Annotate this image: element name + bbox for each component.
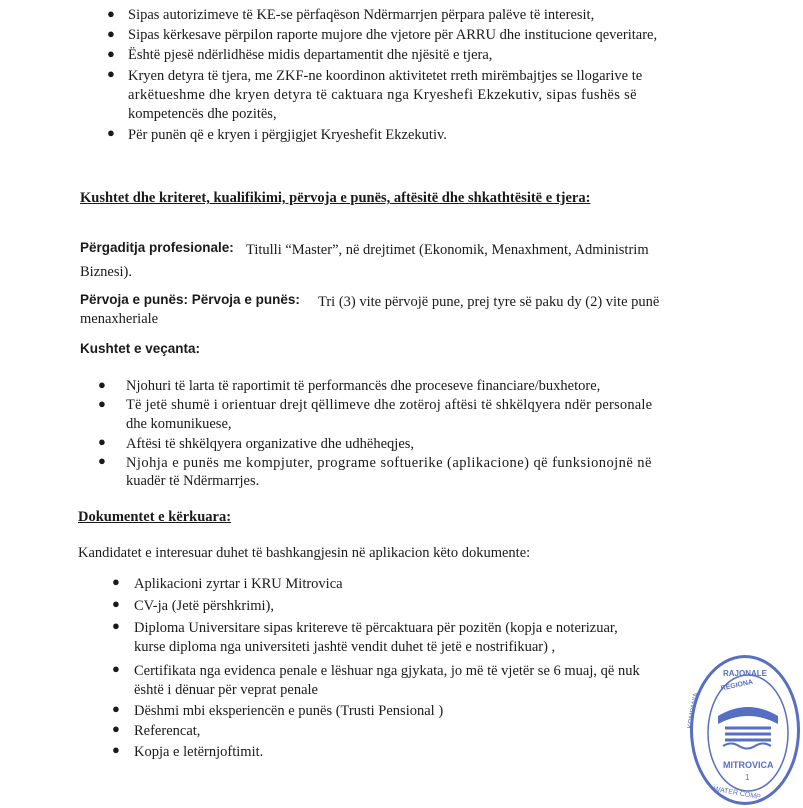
bullet-icon: ● <box>107 46 115 61</box>
stamp-side-text: KOMPANIA <box>686 692 700 730</box>
bullet-icon: ● <box>98 453 106 468</box>
special-condition-item: Të jetë shumë i orientuar drejt qëllimeve dhe zotëroj aftësi të shkëlqyera ndër personale <box>126 397 653 413</box>
special-condition-item: Aftësi të shkëlqyera organizative dhe udhëheqjes, <box>126 436 415 452</box>
bullet-icon: ● <box>112 742 120 757</box>
preparation-text-cont: Biznesi). <box>80 264 132 280</box>
duty-item: Sipas autorizimeve të KE-se përfaqëson Ndërmarrjen përpara palëve të interesit, <box>128 7 595 23</box>
documents-heading: Dokumentet e kërkuara: <box>78 509 232 525</box>
bullet-icon: ● <box>112 574 120 589</box>
bullet-icon: ● <box>98 377 106 392</box>
stamp-graphic <box>686 658 803 808</box>
preparation-text: Titulli “Master”, në drejtimet (Ekonomik, Menaxhment, Administrim <box>246 242 649 258</box>
document-item: Dëshmi mbi eksperiencën e punës (Trusti Pensional ) <box>134 703 444 719</box>
special-condition-item-cont: dhe komunikuese, <box>126 416 232 432</box>
preparation-label: Përgaditja profesionale: <box>80 240 234 255</box>
stamp-city-text: MITROVICA <box>723 760 774 770</box>
bullet-icon: ● <box>98 396 106 411</box>
special-conditions-heading: Kushtet e veçanta: <box>80 341 201 356</box>
special-condition-item: Njohja e punës me kompjuter, programe softuerike (aplikacione) që funksionojnë në <box>126 455 652 471</box>
bullet-icon: ● <box>107 125 115 140</box>
duty-item-cont: kompetencës dhe pozitës, <box>128 106 277 122</box>
special-condition-item: Njohuri të larta të raportimit të performancës dhe proceseve financiare/buxhetore, <box>126 378 601 394</box>
document-item: Aplikacioni zyrtar i KRU Mitrovica <box>134 576 343 592</box>
document-item-cont: kurse diploma nga universiteti jashtë vendit duhet të jetë e nostrifikuar) , <box>134 639 556 655</box>
document-item: Certifikata nga evidenca penale e lëshuar nga gjykata, jo më të vjetër se 6 muaj, që nuk <box>134 663 640 679</box>
experience-text: Tri (3) vite përvojë pune, prej tyre së paku dy (2) vite punë <box>318 294 660 310</box>
bullet-icon: ● <box>112 618 120 633</box>
document-item-cont: është i dënuar për veprat penale <box>134 682 318 698</box>
duty-item: Është pjesë ndërlidhëse midis departamentit dhe njësitë e tjera, <box>128 47 493 63</box>
stamp-top-text: RAJONALE <box>723 669 768 678</box>
bullet-icon: ● <box>107 6 115 21</box>
stamp-arc-text: REGIONA <box>720 678 754 693</box>
document-item: Diploma Universitare sipas kritereve të përcaktuara për pozitën (kopja e noterizuar, <box>134 620 618 636</box>
stamp-number: 1 <box>745 773 750 782</box>
special-condition-item-cont: kuadër të Ndërmarrjes. <box>126 473 260 489</box>
bullet-icon: ● <box>112 701 120 716</box>
duty-item-cont: arkëtueshme dhe kryen detyra të caktuara nga Kryeshefi Ekzekutiv, sipas fushës së <box>128 87 637 103</box>
duty-item: Për punën që e kryen i përgjigjet Kryeshefit Ekzekutiv. <box>128 127 447 143</box>
conditions-heading: Kushtet dhe kriteret, kualifikimi, përvoja e punës, aftësitë dhe shkathtësitë e tjera: <box>80 190 591 206</box>
experience-text-cont: menaxheriale <box>80 311 159 327</box>
duty-item: Sipas kërkesave përpilon raporte mujore dhe vjetore për ARRU dhe institucione qeveritare, <box>128 27 658 43</box>
document-item: CV-ja (Jetë përshkrimi), <box>134 598 275 614</box>
bullet-icon: ● <box>112 661 120 676</box>
bullet-icon: ● <box>107 26 115 41</box>
bullet-icon: ● <box>112 721 120 736</box>
document-item: Referencat, <box>134 723 201 739</box>
document-item: Kopja e letërnjoftimit. <box>134 744 264 760</box>
company-stamp <box>686 655 800 805</box>
bullet-icon: ● <box>98 434 106 449</box>
duty-item: Kryen detyra të tjera, me ZKF-ne koordinon aktivitetet rreth mirëmbajtjes se llogarive te <box>128 68 643 84</box>
experience-label: Përvoja e punës: Përvoja e punës: <box>80 292 300 307</box>
stamp-bottom-text: WATER COMP <box>713 785 762 802</box>
bullet-icon: ● <box>107 66 115 81</box>
bullet-icon: ● <box>112 596 120 611</box>
documents-intro: Kandidatet e interesuar duhet të bashkangjesin në aplikacion këto dokumente: <box>78 545 531 561</box>
